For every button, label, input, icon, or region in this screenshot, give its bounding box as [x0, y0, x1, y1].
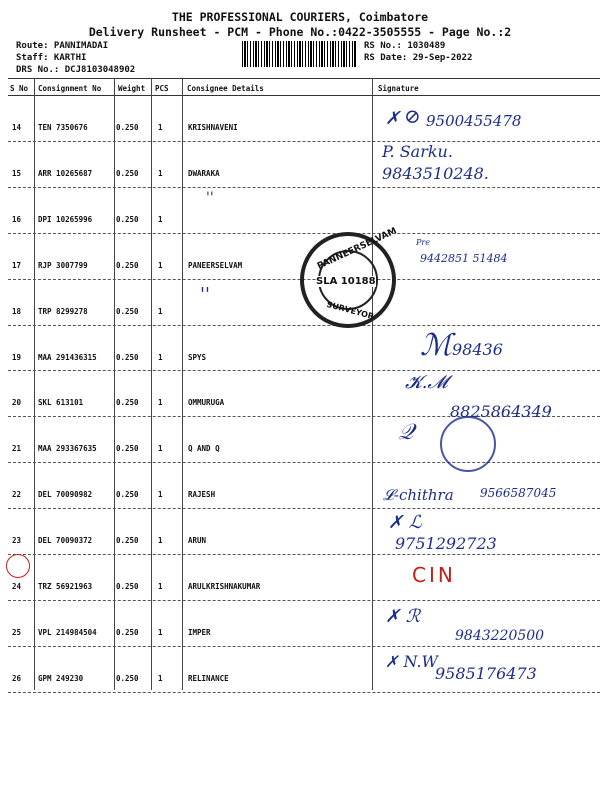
weight-cell: 0.250: [116, 582, 139, 591]
pcs-cell: 1: [158, 536, 163, 546]
weight-cell: 0.250: [116, 627, 139, 637]
handwritten-phone: 9442851 51484: [420, 252, 508, 265]
consignee-cell: SPYS: [188, 352, 207, 362]
row-separator: [8, 325, 600, 326]
consignee-cell: DWARAKA: [188, 168, 220, 178]
col-divider: [34, 78, 35, 690]
pcs-cell: 1: [158, 444, 163, 454]
sno-cell: 17: [12, 260, 22, 270]
col-divider: [182, 78, 183, 690]
table-top-border: [8, 78, 600, 79]
handwritten-signature: ✗: [385, 108, 401, 129]
handwritten-phone: 9500455478: [426, 112, 522, 130]
handwritten-signature: ℳ: [420, 328, 453, 363]
table-header-border: [8, 95, 600, 96]
pcs-cell: 1: [158, 260, 163, 270]
handwritten-signature: 𝒬: [398, 420, 414, 445]
consignee-cell: RAJESH: [188, 490, 216, 500]
consignment-number-cell: MAA 293367635: [38, 444, 97, 454]
consignment-number-cell: SKL 613101: [38, 398, 84, 408]
handwritten-signature: ✗ ℒ: [388, 512, 422, 533]
sno-cell: 22: [12, 490, 22, 500]
handwritten-note: Pre: [416, 238, 430, 247]
pcs-cell: 1: [158, 123, 163, 132]
consignee-cell: ARUN: [188, 536, 207, 546]
weight-cell: 0.250: [116, 352, 139, 362]
surveyor-stamp: [300, 226, 399, 328]
sno-cell: 14: [12, 123, 22, 132]
consignment-number-cell: TRZ 56921963: [38, 582, 93, 591]
pcs-cell: 1: [158, 398, 163, 408]
sno-cell: 20: [12, 398, 22, 408]
row-separator: [8, 646, 600, 647]
consignment-number-cell: ARR 10265687: [38, 168, 93, 178]
weight-cell: 0.250: [116, 490, 139, 500]
row-separator: [8, 141, 600, 142]
consignee-cell: KRISHNAVENI: [188, 123, 238, 132]
row-separator: [8, 508, 600, 509]
row-separator: [8, 600, 600, 601]
row-separator: [8, 554, 600, 555]
column-header-signature: Signature: [378, 84, 419, 93]
sno-cell: 23: [12, 536, 22, 546]
pcs-cell: 1: [158, 168, 163, 178]
handwritten-phone: 9751292723: [395, 534, 497, 553]
ditto-mark: '': [200, 284, 210, 305]
handwritten-note: CIN: [412, 563, 456, 587]
ditto-mark: '': [206, 190, 214, 206]
pcs-cell: 1: [158, 306, 163, 316]
pcs-cell: 1: [158, 627, 163, 637]
sno-cell: 25: [12, 627, 22, 637]
sno-cell: 18: [12, 306, 22, 316]
stamp-middle-text: SLA 10188: [316, 276, 376, 287]
stamp-top-text: PANNEERSELVAM: [315, 226, 399, 272]
consignee-cell: ARULKRISHNAKUMAR: [188, 582, 261, 591]
company-seal: [440, 416, 496, 472]
consignment-number-cell: RJP 3007799: [38, 260, 88, 270]
weight-cell: 0.250: [116, 306, 139, 316]
handwritten-signature: P. Sarku.: [382, 142, 453, 161]
consignee-cell: PANEERSELVAM: [188, 260, 243, 270]
rs-date: RS Date: 29-Sep-2022: [364, 53, 473, 63]
consignee-cell: Q AND Q: [188, 444, 220, 454]
weight-cell: 0.250: [116, 214, 139, 224]
consignee-cell: RELINANCE: [188, 673, 229, 683]
column-header-consignment: Consignment No: [38, 84, 102, 93]
row-separator: [8, 692, 600, 693]
consignment-number-cell: DEL 70090372: [38, 536, 93, 546]
consignment-number-cell: TEN 7350676: [38, 123, 88, 132]
route-label: Route: PANNIMADAI: [16, 41, 109, 51]
handwritten-signature: 𝓚.𝓜: [405, 372, 448, 393]
sno-cell: 21: [12, 444, 22, 454]
handwritten-signature: ✗ ℛ: [385, 606, 421, 627]
weight-cell: 0.250: [116, 444, 139, 454]
stamp-bottom-text: SURVEYOR: [325, 299, 375, 322]
handwritten-phone: 98436: [452, 340, 503, 359]
handwritten-phone: 9843510248.: [382, 164, 489, 183]
consignee-cell: IMPER: [188, 627, 211, 637]
pcs-cell: 1: [158, 490, 163, 500]
sno-cell: 16: [12, 214, 22, 224]
weight-cell: 0.250: [116, 673, 139, 683]
pcs-cell: 1: [158, 673, 163, 683]
company-title: THE PROFESSIONAL COURIERS, Coimbatore: [171, 10, 429, 24]
handwritten-phone: 9585176473: [435, 664, 537, 683]
weight-cell: 0.250: [116, 536, 139, 546]
column-header-pcs: PCS: [155, 84, 169, 93]
consignment-number-cell: DEL 70090982: [38, 490, 93, 500]
sno-cell: 24: [12, 582, 22, 591]
row-separator: [8, 233, 600, 234]
sno-cell: 19: [12, 352, 22, 362]
barcode-image: [242, 41, 356, 67]
row-separator: [8, 462, 600, 463]
column-header-weight: Weight: [118, 84, 146, 93]
row-highlight-circle: [6, 554, 30, 578]
consignment-number-cell: VPL 214984504: [38, 627, 97, 637]
weight-cell: 0.250: [116, 168, 139, 178]
weight-cell: 0.250: [116, 123, 139, 132]
handwritten-phone: 9566587045: [480, 486, 557, 500]
pcs-cell: 1: [158, 352, 163, 362]
column-header-sno: S No: [10, 84, 29, 93]
pcs-cell: 1: [158, 214, 163, 224]
col-divider: [114, 78, 115, 690]
consignment-number-cell: GPM 249230: [38, 673, 84, 683]
drs-number: DRS No.: DCJ8103048902: [16, 65, 136, 75]
row-separator: [8, 187, 600, 188]
handwritten-signature: 𝓛-chithra: [383, 486, 454, 504]
sno-cell: 26: [12, 673, 22, 683]
handwritten-signature: ⊘: [404, 104, 421, 128]
consignment-number-cell: TRP 8299278: [38, 306, 88, 316]
pcs-cell: 1: [158, 582, 163, 591]
runsheet-subtitle: Delivery Runsheet - PCM - Phone No.:0422-3505555 - Page No.:2: [88, 25, 512, 39]
consignment-number-cell: MAA 291436315: [38, 352, 97, 362]
weight-cell: 0.250: [116, 260, 139, 270]
staff-label: Staff: KARTHI: [16, 53, 87, 63]
col-divider: [372, 78, 373, 690]
handwritten-signature: ✗ N.W: [385, 652, 438, 671]
col-divider: [151, 78, 152, 690]
rs-number: RS No.: 1030489: [364, 41, 446, 51]
column-header-consignee: Consignee Details: [187, 84, 264, 93]
handwritten-phone: 9843220500: [455, 628, 545, 644]
handwritten-phone: 8825864349: [450, 402, 552, 421]
row-separator: [8, 370, 600, 371]
consignment-number-cell: DPI 10265996: [38, 214, 93, 224]
sno-cell: 15: [12, 168, 22, 178]
consignee-cell: OMMURUGA: [188, 398, 225, 408]
weight-cell: 0.250: [116, 398, 139, 408]
